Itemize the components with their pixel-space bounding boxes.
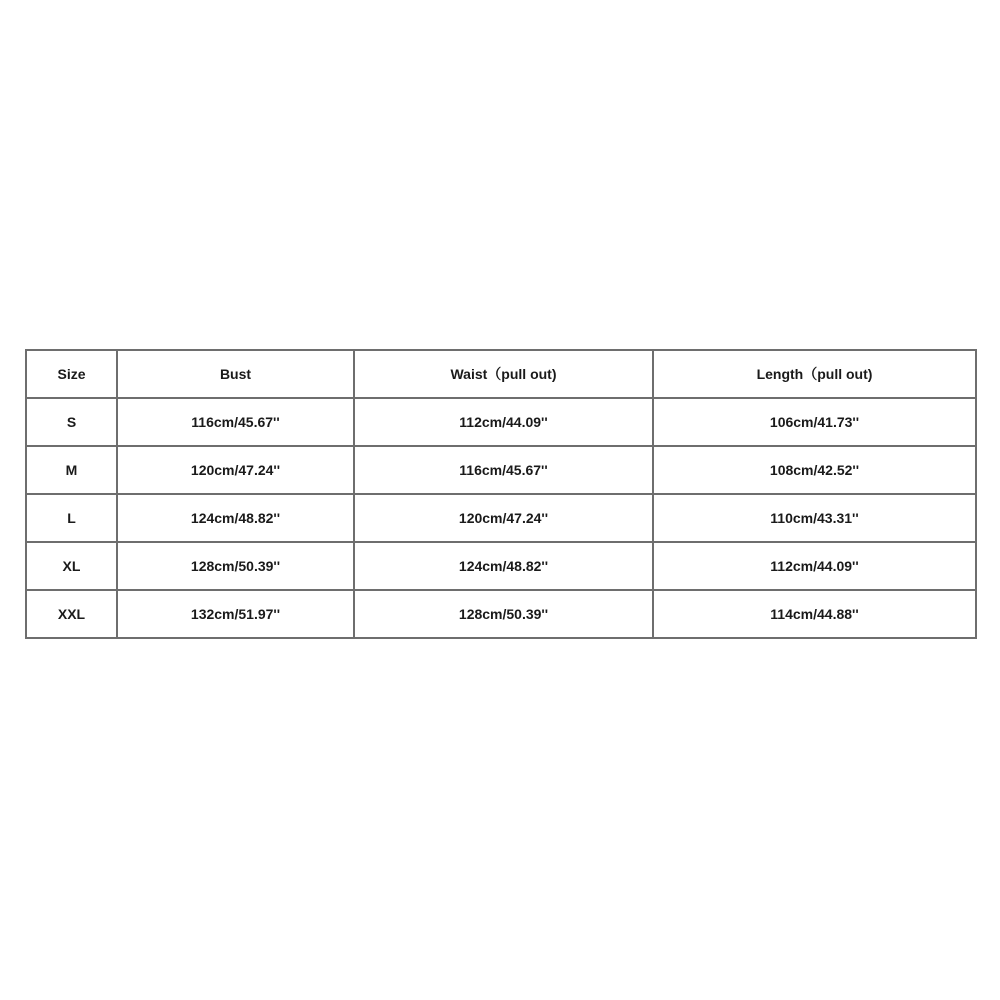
- cell-bust: 128cm/50.39'': [117, 542, 354, 590]
- cell-size: L: [26, 494, 117, 542]
- table-row: [26, 542, 976, 590]
- cell-bust: 132cm/51.97'': [117, 590, 354, 638]
- cell-bust: 116cm/45.67'': [117, 398, 354, 446]
- cell-length: 112cm/44.09'': [653, 542, 976, 590]
- header-size: Size: [26, 350, 117, 398]
- header-waist: Waist（pull out): [354, 350, 653, 398]
- cell-waist: 128cm/50.39'': [354, 590, 653, 638]
- cell-length: 110cm/43.31'': [653, 494, 976, 542]
- cell-length: 106cm/41.73'': [653, 398, 976, 446]
- cell-size: XXL: [26, 590, 117, 638]
- cell-bust: 124cm/48.82'': [117, 494, 354, 542]
- table-row: [26, 446, 976, 494]
- table-header: [26, 350, 976, 398]
- cell-waist: 116cm/45.67'': [354, 446, 653, 494]
- table-body: [26, 398, 976, 638]
- cell-waist: 120cm/47.24'': [354, 494, 653, 542]
- cell-bust: 120cm/47.24'': [117, 446, 354, 494]
- cell-length: 108cm/42.52'': [653, 446, 976, 494]
- size-chart-table: [25, 349, 977, 639]
- cell-waist: 112cm/44.09'': [354, 398, 653, 446]
- table-row: [26, 494, 976, 542]
- cell-length: 114cm/44.88'': [653, 590, 976, 638]
- cell-size: M: [26, 446, 117, 494]
- header-bust: Bust: [117, 350, 354, 398]
- header-row: [26, 350, 976, 398]
- cell-size: XL: [26, 542, 117, 590]
- table-row: [26, 398, 976, 446]
- header-length: Length（pull out): [653, 350, 976, 398]
- cell-waist: 124cm/48.82'': [354, 542, 653, 590]
- cell-size: S: [26, 398, 117, 446]
- table-row: [26, 590, 976, 638]
